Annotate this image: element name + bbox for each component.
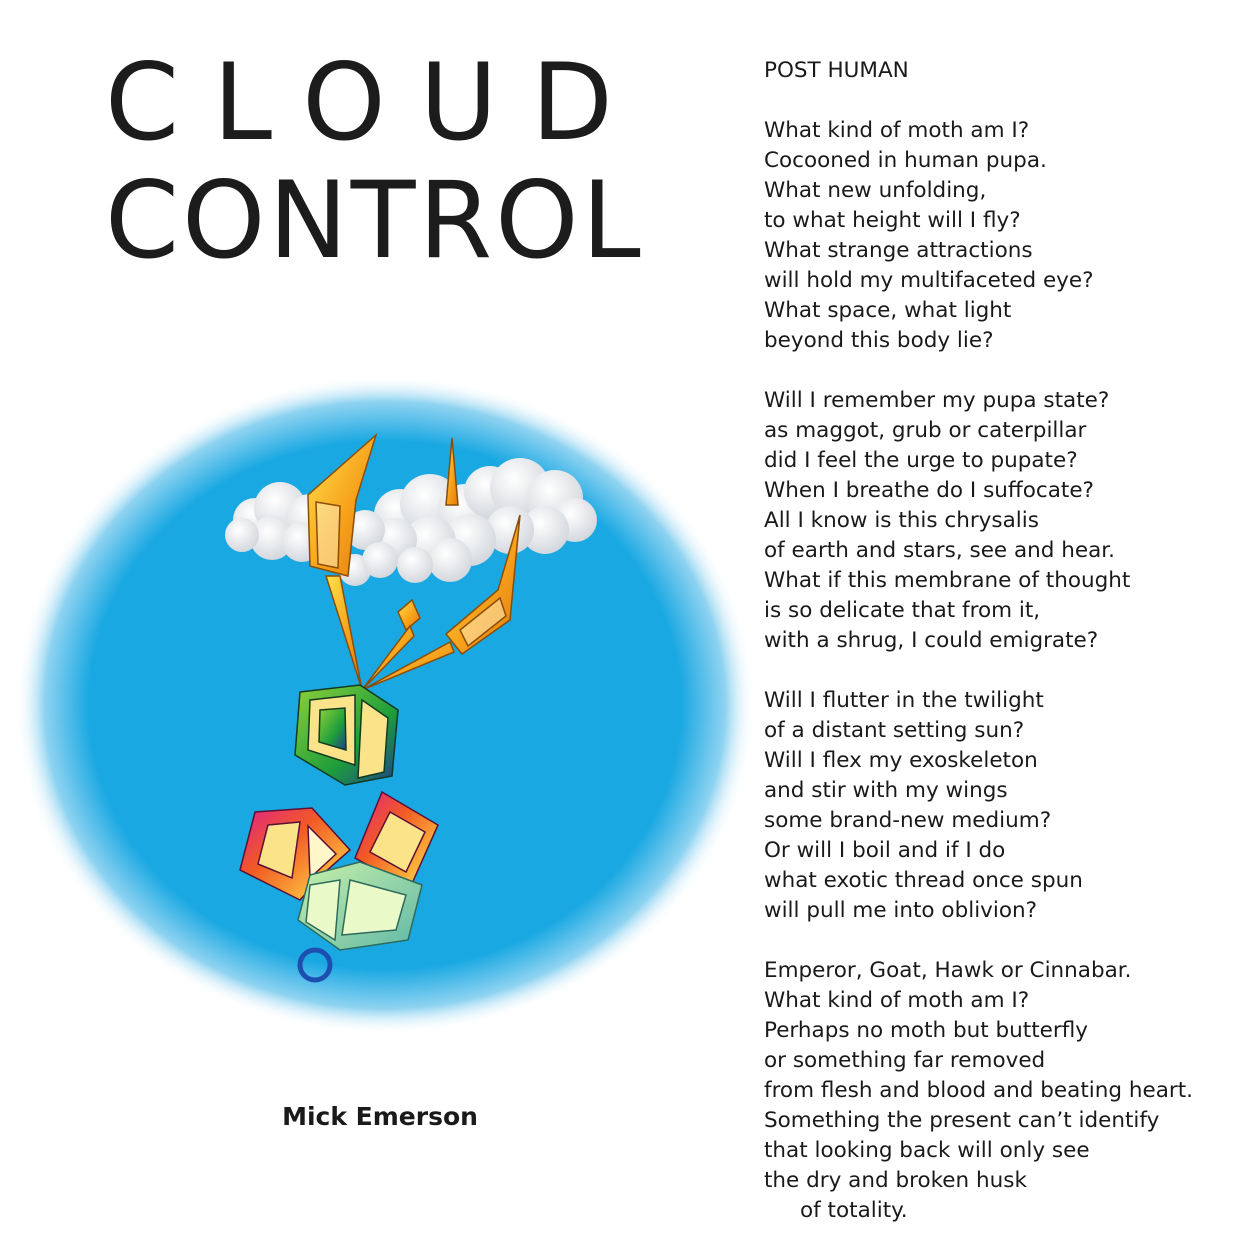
poem-line: Will I flutter in the twilight xyxy=(764,688,1044,713)
poem-line: Something the present can’t identify xyxy=(764,1108,1160,1133)
poem-line: What if this membrane of thought xyxy=(764,568,1131,593)
poem-line: of earth and stars, see and hear. xyxy=(764,538,1115,563)
poem-line: of a distant setting sun? xyxy=(764,718,1025,743)
poem-line: beyond this body lie? xyxy=(764,328,994,353)
poem-line: Emperor, Goat, Hawk or Cinnabar. xyxy=(764,958,1132,983)
poem-line: will pull me into oblivion? xyxy=(764,898,1038,923)
poem-line: the dry and broken husk xyxy=(764,1168,1027,1193)
author-name: Mick Emerson xyxy=(282,1102,478,1131)
poem-line: Cocooned in human pupa. xyxy=(764,148,1047,173)
poem-line: What strange attractions xyxy=(764,238,1033,263)
poem-line: that looking back will only see xyxy=(764,1138,1090,1163)
poem xyxy=(764,56,1234,1226)
poem-line: What space, what light xyxy=(764,298,1012,323)
poem-line: When I breathe do I suffocate? xyxy=(764,478,1094,503)
poem-line: as maggot, grub or caterpillar xyxy=(764,418,1087,443)
poem-line: did I feel the urge to pupate? xyxy=(764,448,1078,473)
poem-line: Will I flex my exoskeleton xyxy=(764,748,1038,773)
poem-line: with a shrug, I could emigrate? xyxy=(764,628,1099,653)
poem-line: what exotic thread once spun xyxy=(764,868,1083,893)
poem-line: of totality. xyxy=(800,1198,908,1223)
poem-title: POST HUMAN xyxy=(764,58,909,83)
poem-line: What kind of moth am I? xyxy=(764,988,1030,1013)
poem-line: Perhaps no moth but butterfly xyxy=(764,1018,1088,1043)
poem-line: to what height will I fly? xyxy=(764,208,1021,233)
poem-line: All I know is this chrysalis xyxy=(764,508,1039,533)
poem-line: Or will I boil and if I do xyxy=(764,838,1006,863)
poem-line: What new unfolding, xyxy=(764,178,987,203)
poem-line: What kind of moth am I? xyxy=(764,118,1030,143)
cover-illustration xyxy=(10,380,760,1040)
poem-line: Will I remember my pupa state? xyxy=(764,388,1110,413)
title-line-2: CONTROL xyxy=(105,159,644,282)
poem-line: from flesh and blood and beating heart. xyxy=(764,1078,1193,1103)
title-line-1: CLOUD xyxy=(105,41,647,164)
poem-line: will hold my multifaceted eye? xyxy=(764,268,1094,293)
poem-line: or something far removed xyxy=(764,1048,1046,1073)
poem-line: and stir with my wings xyxy=(764,778,1008,803)
poem-line: some brand-new medium? xyxy=(764,808,1052,833)
poem-line: is so delicate that from it, xyxy=(764,598,1041,623)
